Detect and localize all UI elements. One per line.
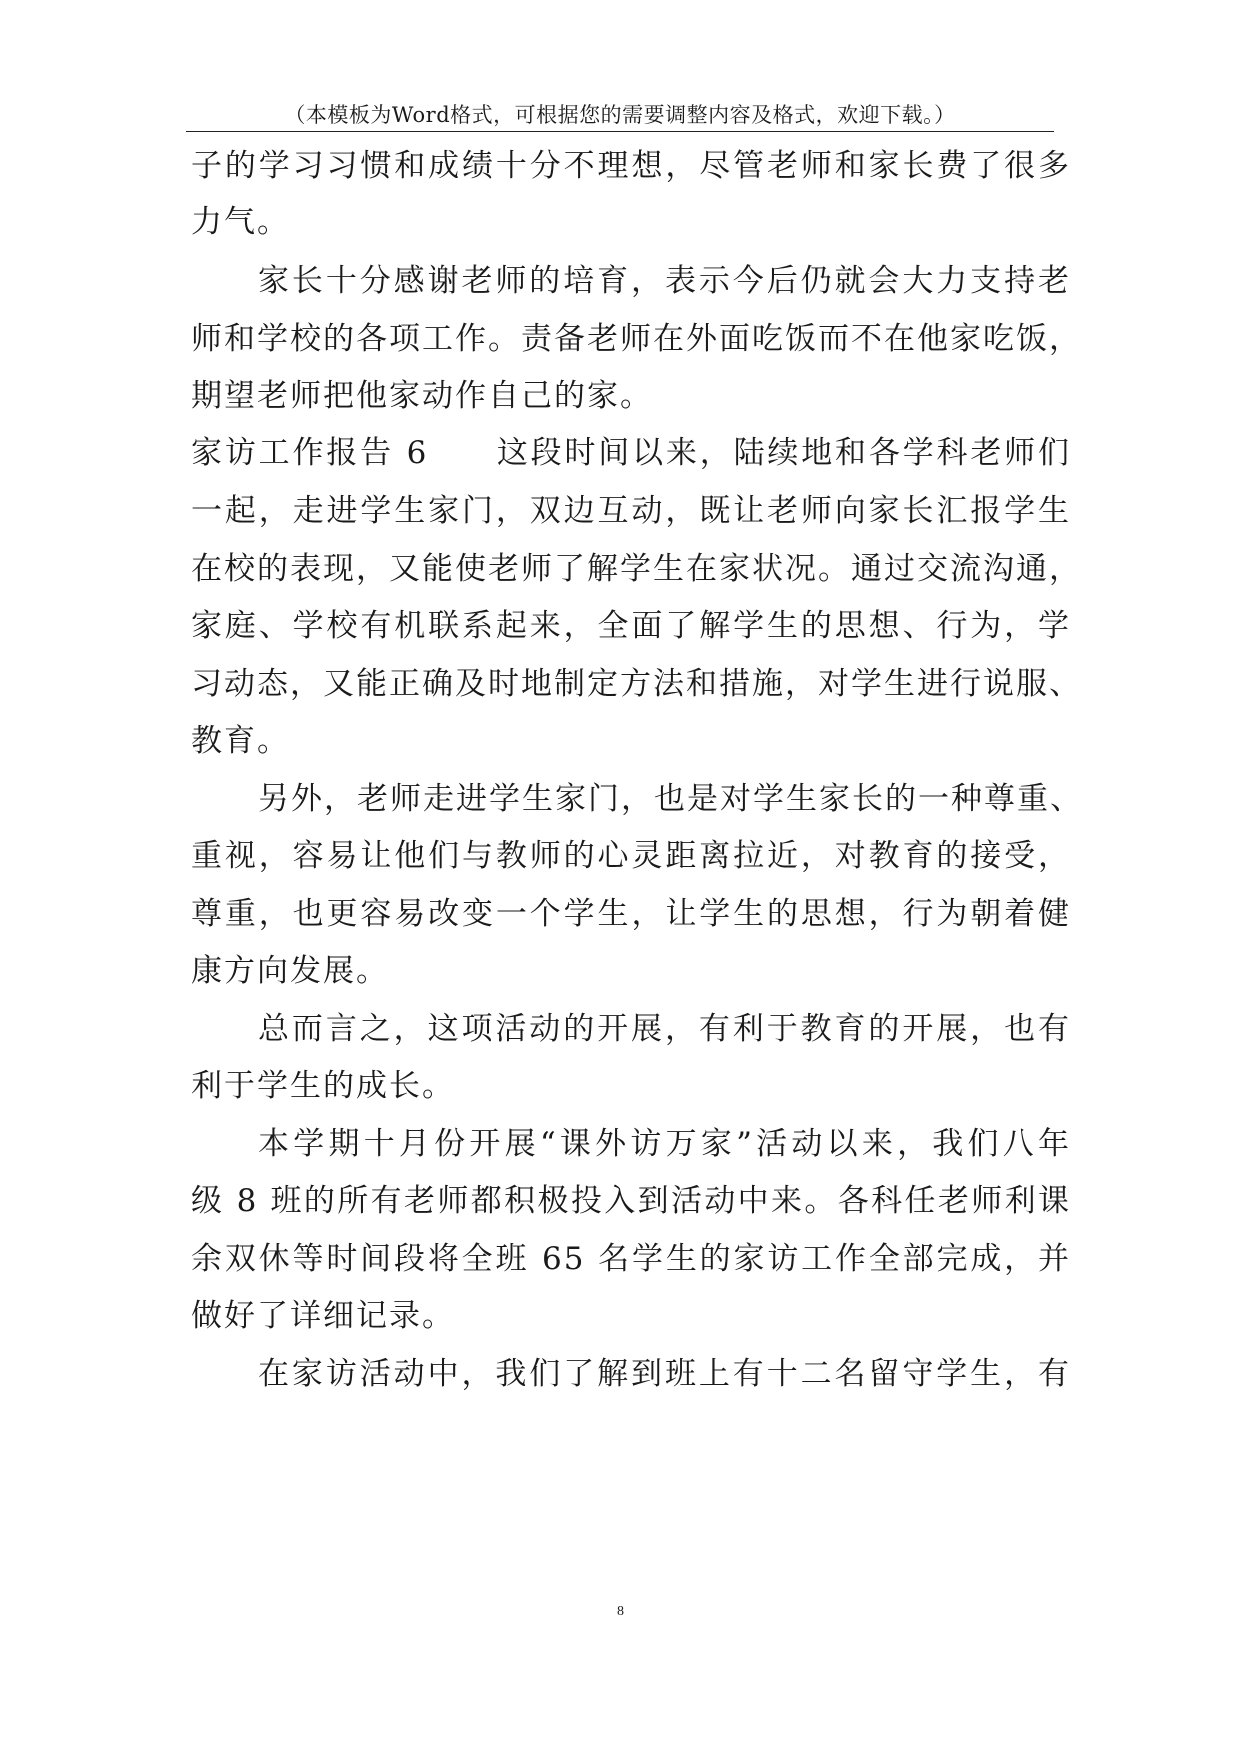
text-line: 习动态，又能正确及时地制定方法和措施，对学生进行说服、	[191, 666, 1082, 702]
text-line: 子的学习习惯和成绩十分不理想，尽管老师和家长费了很多	[191, 148, 1071, 184]
text-line: 重视，容易让他们与教师的心灵距离拉近，对教育的接受，	[191, 838, 1071, 874]
text-line: 师和学校的各项工作。责备老师在外面吃饭而不在他家吃饭，	[191, 321, 1082, 357]
text-line: 做好了详细记录。	[191, 1298, 455, 1334]
text-line: 尊重，也更容易改变一个学生，让学生的思想，行为朝着健	[191, 896, 1071, 932]
text-line: 级 8 班的所有老师都积极投入到活动中来。各科任老师利课	[191, 1183, 1071, 1219]
text-line: 康方向发展。	[191, 953, 389, 989]
page-number: 8	[617, 1604, 624, 1619]
text-line: 本学期十月份开展“课外访万家”活动以来，我们八年	[258, 1126, 1071, 1162]
text-line: 期望老师把他家动作自己的家。	[191, 378, 653, 414]
text-line: 余双休等时间段将全班 65 名学生的家访工作全部完成，并	[191, 1241, 1071, 1277]
text-line: 教育。	[191, 723, 290, 759]
text-line: 家庭、学校有机联系起来，全面了解学生的思想、行为，学	[191, 608, 1071, 644]
text-line: 家长十分感谢老师的培育，表示今后仍就会大力支持老	[258, 263, 1071, 299]
text-line: 总而言之，这项活动的开展，有利于教育的开展，也有	[258, 1011, 1071, 1047]
text-line: 利于学生的成长。	[191, 1068, 455, 1104]
text-line: 另外，老师走进学生家门，也是对学生家长的一种尊重、	[258, 781, 1083, 817]
text-line: 力气。	[191, 204, 290, 240]
section-heading-line: 家访工作报告 6 这段时间以来，陆续地和各学科老师们	[191, 435, 1071, 471]
template-note-header: （本模板为Word格式，可根据您的需要调整内容及格式，欢迎下载。）	[284, 103, 956, 127]
text-line: 一起，走进学生家门，双边互动，既让老师向家长汇报学生	[191, 493, 1071, 529]
text-line: 在家访活动中，我们了解到班上有十二名留守学生，有	[258, 1356, 1071, 1392]
text-line: 在校的表现，又能使老师了解学生在家状况。通过交流沟通，	[191, 551, 1082, 587]
